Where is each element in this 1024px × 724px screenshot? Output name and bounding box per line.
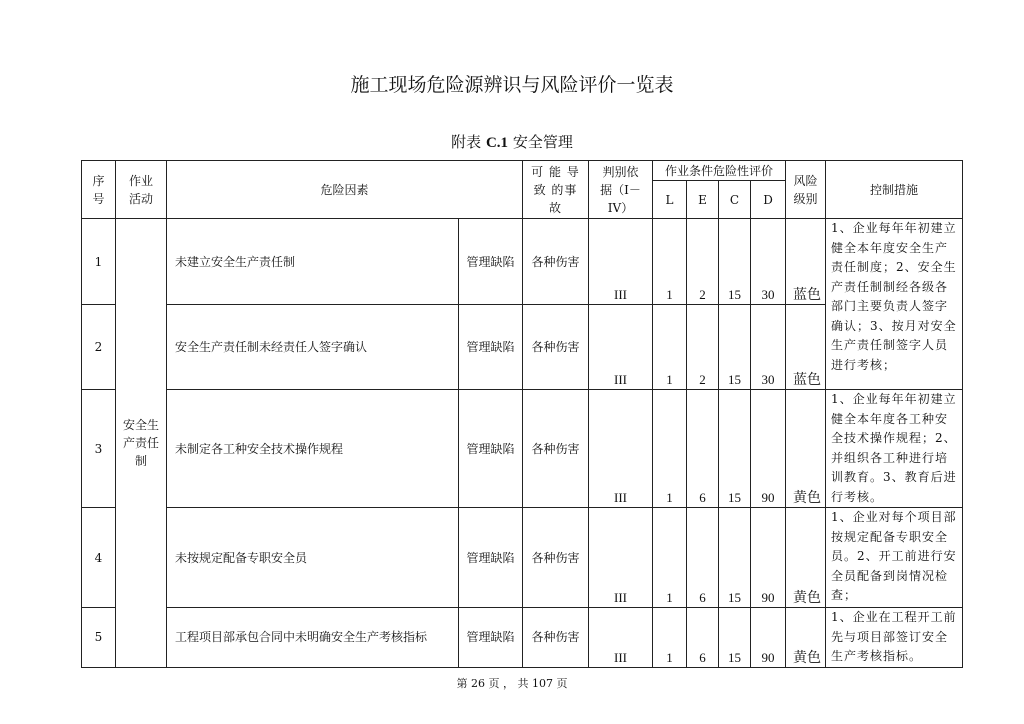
e-value: 2 (687, 305, 719, 390)
hazard-cell: 未制定各工种安全技术操作规程 (167, 390, 459, 508)
hazard-cell: 安全生产责任制未经责任人签字确认 (167, 305, 459, 390)
header-hazard: 危险因素 (167, 161, 523, 219)
basis-cell: III (589, 508, 653, 608)
table-row (82, 219, 963, 305)
l-value: 1 (653, 390, 687, 508)
risk-level: 黄色 (786, 508, 826, 608)
basis-cell: III (589, 390, 653, 508)
header-no: 序号 (82, 161, 116, 219)
page-footer: 第 26 页 ， 共 107 页 (456, 677, 568, 690)
table-row (82, 608, 963, 668)
c-value: 15 (719, 608, 751, 668)
table-row (82, 508, 963, 608)
basis-cell: III (589, 219, 653, 305)
d-value: 30 (751, 219, 786, 305)
accident-cell: 各种伤害 (523, 305, 589, 390)
e-value: 2 (687, 219, 719, 305)
control-measures: 1、企业每年年初建立健全本年度安全生产责任制度；2、安全生产责任制制经各级各部门主要负责人签字确认；3、按月对安全生产责任制签字人员进行考核； (826, 219, 963, 390)
risk-level: 黄色 (786, 390, 826, 508)
risk-level: 蓝色 (786, 305, 826, 390)
c-value: 15 (719, 219, 751, 305)
l-value: 1 (653, 305, 687, 390)
accident-cell: 各种伤害 (523, 219, 589, 305)
header-activity: 作业活动 (116, 161, 167, 219)
header-E: E (687, 181, 719, 219)
hazard-cell: 工程项目部承包合同中未明确安全生产考核指标 (167, 608, 459, 668)
table-row (82, 390, 963, 508)
d-value: 90 (751, 608, 786, 668)
l-value: 1 (653, 608, 687, 668)
subtitle-code: C.1 (485, 135, 509, 151)
row-number: 3 (82, 390, 116, 508)
hazard-type-cell: 管理缺陷 (459, 390, 523, 508)
row-number: 5 (82, 608, 116, 668)
hazard-type-cell: 管理缺陷 (459, 608, 523, 668)
hazard-cell: 未按规定配备专职安全员 (167, 508, 459, 608)
header-D: D (751, 181, 786, 219)
risk-level: 蓝色 (786, 219, 826, 305)
control-measures: 1、企业对每个项目部按规定配备专职安全员。2、开工前进行安全员配备到岗情况检查； (826, 508, 963, 608)
c-value: 15 (719, 305, 751, 390)
table-subtitle (0, 131, 1024, 152)
d-value: 90 (751, 508, 786, 608)
header-accident: 可 能 导 致 的事故 (523, 161, 589, 219)
hazard-type-cell: 管理缺陷 (459, 305, 523, 390)
header-level: 风险级别 (786, 161, 826, 219)
header-control: 控制措施 (826, 161, 963, 219)
header-basis: 判别依据（I－IV） (589, 161, 653, 219)
hazard-cell: 未建立安全生产责任制 (167, 219, 459, 305)
row-number: 4 (82, 508, 116, 608)
c-value: 15 (719, 508, 751, 608)
accident-cell: 各种伤害 (523, 508, 589, 608)
control-measures: 1、企业每年年初建立健全本年度各工种安全技术操作规程；2、并组织各工种进行培训教育。3、教育后进行考核。 (826, 390, 963, 508)
row-number: 2 (82, 305, 116, 390)
e-value: 6 (687, 390, 719, 508)
risk-level: 黄色 (786, 608, 826, 668)
e-value: 6 (687, 508, 719, 608)
hazard-type-cell: 管理缺陷 (459, 508, 523, 608)
basis-cell: III (589, 305, 653, 390)
l-value: 1 (653, 219, 687, 305)
subtitle-name: 安全管理 (512, 133, 573, 151)
document-title: 施工现场危险源辨识与风险评价一览表 (350, 74, 674, 96)
d-value: 30 (751, 305, 786, 390)
d-value: 90 (751, 390, 786, 508)
header-eval: 作业条件危险性评价 (653, 161, 786, 181)
activity-cell: 安全生产责任制 (116, 219, 167, 668)
header-L: L (653, 181, 687, 219)
l-value: 1 (653, 508, 687, 608)
row-number: 1 (82, 219, 116, 305)
subtitle-prefix: 附表 (451, 133, 482, 151)
risk-table (81, 160, 963, 668)
basis-cell: III (589, 608, 653, 668)
header-C: C (719, 181, 751, 219)
accident-cell: 各种伤害 (523, 608, 589, 668)
accident-cell: 各种伤害 (523, 390, 589, 508)
e-value: 6 (687, 608, 719, 668)
hazard-type-cell: 管理缺陷 (459, 219, 523, 305)
control-measures: 1、企业在工程开工前先与项目部签订安全生产考核指标。 (826, 608, 963, 668)
c-value: 15 (719, 390, 751, 508)
